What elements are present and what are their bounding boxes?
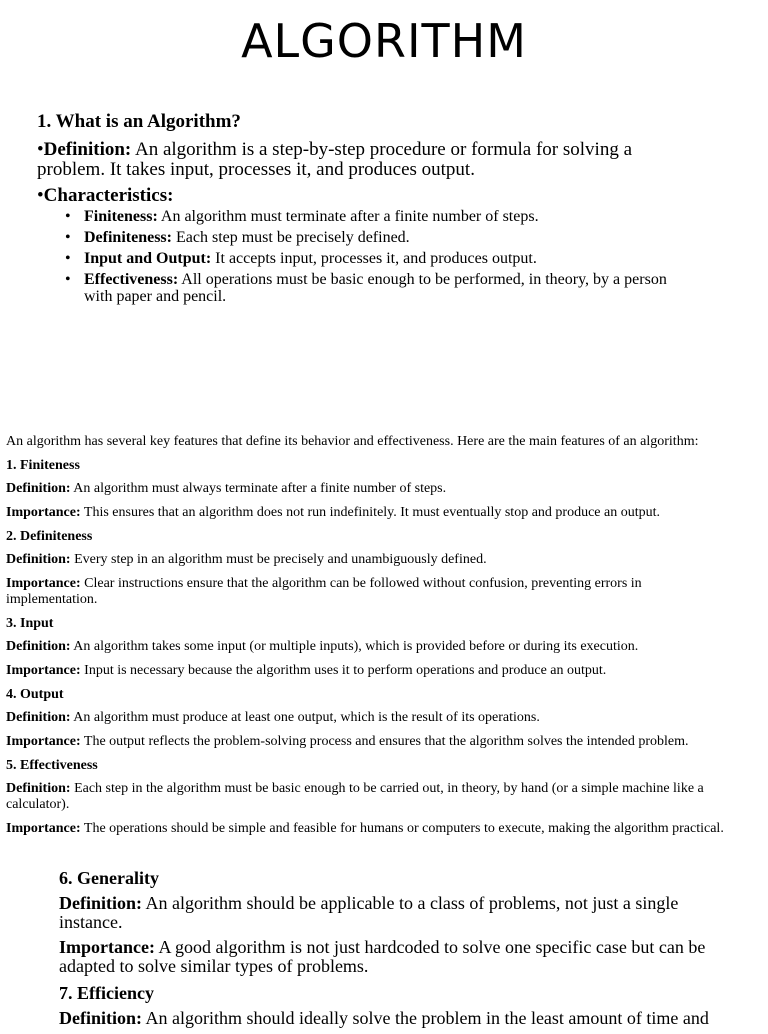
list-item [65,250,677,267]
intro-paragraph: An algorithm has several key features that define its behavior and effectiveness. Here are the main features of an algorithm: [6,434,699,449]
item-label: Finiteness: [84,208,158,225]
importance-label: Importance: [6,821,81,836]
definition-label: Definition: [6,781,71,796]
bullet: • [37,139,44,160]
feature-definition [6,710,736,726]
importance-text: A good algorithm is not just hardcoded to solve one specific case but can be adapted to solve similar types of problems. [59,937,706,976]
importance-label: Importance: [59,937,155,957]
feature-importance [6,821,736,837]
definition-text: Every step in an algorithm must be precisely and unambiguously defined. [70,552,487,567]
importance-text: The operations should be simple and feasible for humans or computers to execute, making the algorithm practical. [80,821,724,836]
definition-label: Definition: [59,1008,142,1028]
bullet: • [37,185,44,206]
feature-definition [6,781,736,813]
definition-text: Each step in the algorithm must be basic enough to be carried out, in theory, by hand (or a simple machine like a calculator). [6,781,704,812]
item-label: Effectiveness: [84,271,179,288]
feature-importance [6,663,736,679]
bullet: • [65,250,71,267]
importance-label: Importance: [6,505,81,520]
definition-label: Definition: [59,893,142,913]
definition-label: Definition: [43,139,132,160]
feature-importance [59,938,719,976]
feature-definition [6,552,736,568]
feature-heading: 6. Generality [59,868,159,888]
section-more-features [59,867,719,1034]
importance-label: Importance: [6,663,81,678]
item-text: An algorithm must terminate after a finite number of steps. [157,208,539,225]
importance-text: Input is necessary because the algorithm uses it to perform operations and produce an output. [80,663,607,678]
feature-heading: 3. Input [6,616,54,631]
definition-label: Definition: [6,552,71,567]
definition-text: An algorithm is a step-by-step procedure or formula for solving a problem. It takes input, processes it, and produces output. [37,139,633,180]
section-key-features [6,434,736,845]
feature-heading: 2. Definiteness [6,529,93,544]
list-item [65,271,677,305]
definition-label: Definition: [6,710,71,725]
characteristics-label: Characteristics: [43,185,174,206]
bullet: • [65,229,71,246]
feature-definition [6,639,736,655]
section-heading: 1. What is an Algorithm? [37,111,241,132]
characteristics-list [37,208,677,305]
definition-text: An algorithm takes some input (or multiple inputs), which is provided before or during its execution. [70,639,639,654]
item-label: Input and Output: [84,250,212,267]
definition-label: Definition: [6,481,71,496]
item-text: Each step must be precisely defined. [171,229,410,246]
importance-text: The output reflects the problem-solving process and ensures that the algorithm solves the intended problem. [80,734,689,749]
characteristics-heading [37,186,677,206]
definition-text: An algorithm must always terminate after a finite number of steps. [70,481,447,496]
feature-importance [6,505,736,521]
feature-heading: 7. Efficiency [59,983,154,1003]
importance-label: Importance: [6,576,81,591]
item-label: Definiteness: [84,229,172,246]
definition-text: An algorithm must produce at least one output, which is the result of its operations. [70,710,540,725]
feature-heading: 1. Finiteness [6,458,80,473]
feature-definition [59,1009,719,1028]
item-text: All operations must be basic enough to be performed, in theory, by a person with paper and pencil. [84,271,667,305]
list-item [65,208,677,225]
section-what-is-algorithm [37,111,677,309]
item-text: It accepts input, processes it, and produces output. [211,250,537,267]
bullet: • [65,208,71,225]
feature-heading: 4. Output [6,687,64,702]
importance-text: This ensures that an algorithm does not run indefinitely. It must eventually stop and produce an output. [80,505,660,520]
definition-paragraph [37,140,677,180]
importance-text: Clear instructions ensure that the algorithm can be followed without confusion, preventing errors in implementation. [6,576,642,607]
importance-label: Importance: [6,734,81,749]
page-title: ALGORITHM [241,14,527,68]
definition-text: An algorithm should ideally solve the problem in the least amount of time and [142,1008,709,1028]
bullet: • [65,271,71,288]
list-item [65,229,677,246]
definition-text: An algorithm should be applicable to a class of problems, not just a single instance. [59,893,679,932]
definition-label: Definition: [6,639,71,654]
feature-heading: 5. Effectiveness [6,758,98,773]
feature-definition [6,481,736,497]
feature-importance [6,734,736,750]
feature-importance [6,576,736,608]
feature-definition [59,894,719,932]
